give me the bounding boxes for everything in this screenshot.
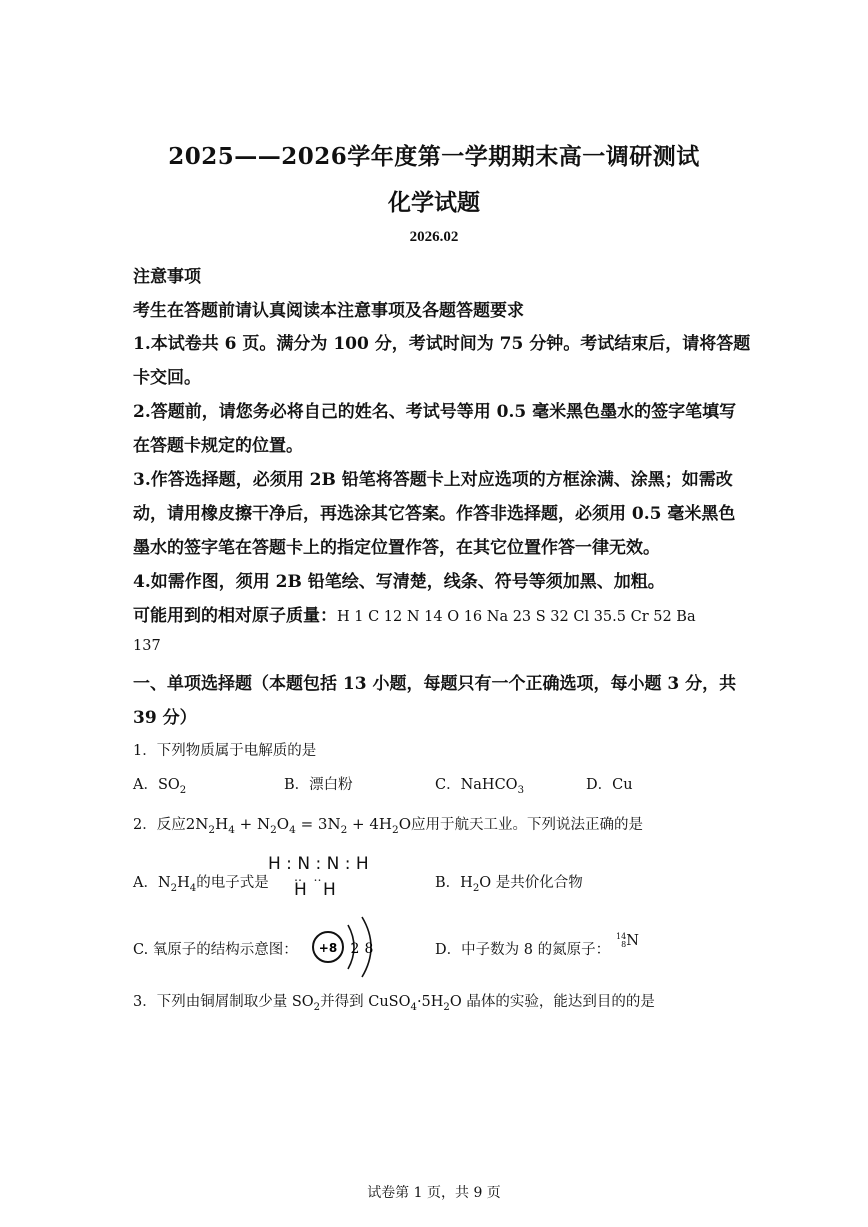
question-1-option-d: D．Cu [586, 777, 633, 793]
atomic-mass-line-2 [133, 635, 743, 655]
notice-item-3a: 3.作答选择题，必须用 2B 铅笔将答题卡上对应选项的方框涂满、涂黑；如需改 [133, 470, 733, 490]
exam-subtitle: 化学试题 [388, 189, 480, 216]
question-2-option-c: C. 氧原子的结构示意图： [133, 942, 298, 958]
notice-item-3c: 墨水的签字笔在答题卡上的指定位置作答，在其它位置作答一律无效。 [133, 538, 660, 558]
electron-shell-1-count: 2 [350, 941, 360, 957]
question-2-option-b: B．$H_2O$ 是共价化合物 [435, 875, 583, 894]
page-footer: 试卷第 1 页，共 9 页 [367, 1185, 501, 1201]
notice-heading: 注意事项 [133, 267, 201, 287]
question-2-option-a: A．$N_2H_4$的电子式是 [133, 875, 269, 894]
atomic-mass-label: 可能用到的相对原子质量： [133, 606, 337, 626]
question-1-option-a: A．$SO_2$ [133, 777, 187, 796]
question-1-stem: 1．下列物质属于电解质的是 [133, 743, 317, 759]
notice-item-1b: 卡交回。 [133, 368, 201, 388]
atom-nucleus-label: +8 [318, 941, 338, 955]
exam-title: 2025——2026学年度第一学期期末高一调研测试 [168, 143, 700, 170]
notice-item-3b: 动，请用橡皮擦干净后，再选涂其它答案。作答非选择题，必须用 0.5 毫米黑色 [133, 504, 736, 524]
section-heading-b: 39 分） [133, 708, 197, 728]
section-heading-a: 一、单项选择题（本题包括 13 小题，每题只有一个正确选项，每小题 3 分，共 [133, 674, 737, 694]
question-2-stem: 2．反应$2N_2H_4 + N_2O_4 = 3N_2 + 4H_2O$应用于航天工业。下列说法正确的是 [133, 815, 643, 836]
notice-item-2a: 2.答题前，请您务必将自己的姓名、考试号等用 0.5 毫米黑色墨水的签字笔填写 [133, 402, 737, 422]
oxygen-atom-structure-diagram [308, 913, 388, 981]
electron-formula: H : N : N : H ‥ ‥ H H [268, 854, 369, 900]
electron-shell-2-count: 8 [364, 941, 374, 957]
notice-item-1a: 1.本试卷共 6 页。满分为 100 分，考试时间为 75 分钟。考试结束后，请将答题 [133, 334, 751, 354]
atomic-mass-line [133, 601, 743, 626]
notice-item-2b: 在答题卡规定的位置。 [133, 436, 303, 456]
atomic-mass-values-2: 137 [133, 638, 161, 654]
question-3-stem: 3．下列由铜屑制取少量 $SO_2$并得到 $CuSO_4\cdot 5H_2O$ 晶体的实验，能达到目的的是 [133, 994, 655, 1013]
question-2-option-d: D．中子数为 8 的氮原子： [435, 942, 611, 958]
nitrogen-nuclide-symbol: 14 8N [616, 932, 639, 949]
exam-date: 2026.02 [409, 229, 459, 245]
notice-intro: 考生在答题前请认真阅读本注意事项及各题答题要求 [133, 301, 524, 321]
atomic-mass-values: H 1 C 12 N 14 O 16 Na 23 S 32 Cl 35.5 Cr 52 Ba [337, 609, 696, 625]
question-1-option-c: C．NaHCO$_3$ [435, 777, 525, 796]
reaction-equation: $2N_2H_4 + N_2O_4 = 3N_2 + 4H_2O$ [185, 815, 411, 836]
notice-item-4: 4.如需作图，须用 2B 铅笔绘、写清楚，线条、符号等须加黑、加粗。 [133, 572, 665, 592]
question-1-option-b: B．漂白粉 [284, 777, 353, 793]
